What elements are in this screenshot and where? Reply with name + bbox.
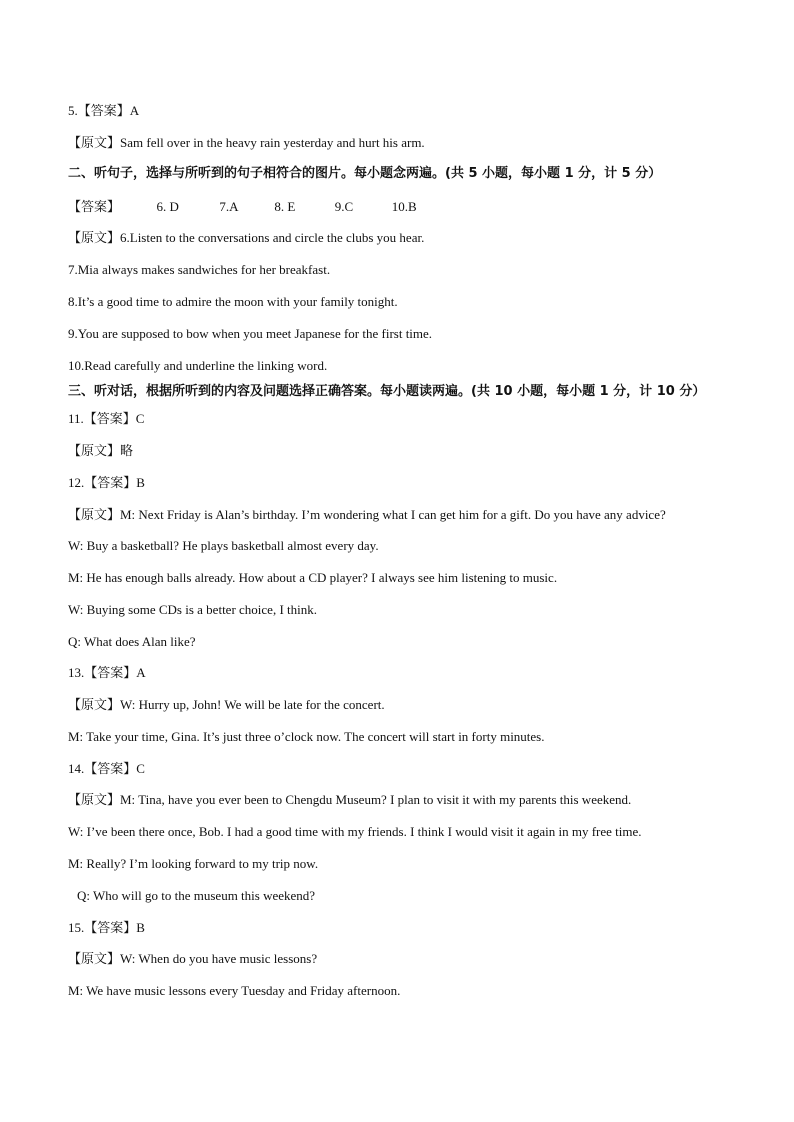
transcript-7: 7.Mia always makes sandwiches for her breakfast. [68, 262, 331, 277]
transcript-12-line-1: 【原文】M: Next Friday is Alan’s birthday. I’m wondering what I can get him for a gift. Do you have any advice? [68, 507, 666, 522]
answers-label: 【答案】 [68, 199, 121, 214]
answers-6-10 [68, 199, 417, 215]
section-2-heading: 二、听句子，选择与所听到的句子相符合的图片。每小题念两遍。(共 5 小题，每小题 1 分，计 5 分） [68, 166, 662, 181]
answer-8: 8. E [274, 199, 296, 214]
answer-10: 10.B [391, 199, 417, 214]
transcript-11: 【原文】略 [68, 443, 134, 458]
transcript-14-line-1: 【原文】M: Tina, have you ever been to Chengdu Museum? I plan to visit it with my parents this weekend. [68, 792, 632, 807]
transcript-12-line-2: W: Buy a basketball? He plays basketball almost every day. [68, 538, 379, 553]
transcript-10: 10.Read carefully and underline the linking word. [68, 358, 328, 373]
transcript-14-line-2: W: I’ve been there once, Bob. I had a good time with my friends. I think I would visit it again in my free time. [68, 824, 642, 839]
answer-14: 14.【答案】C [68, 761, 145, 776]
transcript-8: 8.It’s a good time to admire the moon with your family tonight. [68, 294, 398, 309]
answer-7: 7.A [219, 199, 238, 214]
answer-12: 12.【答案】B [68, 475, 145, 490]
transcript-13-line-1: 【原文】W: Hurry up, John! We will be late for the concert. [68, 697, 385, 712]
answer-13: 13.【答案】A [68, 665, 146, 680]
transcript-14-question: Q: Who will go to the museum this weekend? [77, 888, 316, 903]
answer-11: 11.【答案】C [68, 411, 145, 426]
transcript-12-question: Q: What does Alan like? [68, 634, 196, 649]
transcript-9: 9.You are supposed to bow when you meet Japanese for the first time. [68, 326, 433, 341]
transcript-12-line-4: W: Buying some CDs is a better choice, I think. [68, 602, 317, 617]
answer-15: 15.【答案】B [68, 920, 145, 935]
transcript-6: 【原文】6.Listen to the conversations and circle the clubs you hear. [68, 230, 425, 245]
transcript-15-line-1: 【原文】W: When do you have music lessons? [68, 951, 318, 966]
transcript-15-line-2: M: We have music lessons every Tuesday and Friday afternoon. [68, 983, 401, 998]
answer-6: 6. D [156, 199, 179, 214]
transcript-14-line-3: M: Really? I’m looking forward to my trip now. [68, 856, 319, 871]
section-3-heading: 三、听对话，根据所听到的内容及问题选择正确答案。每小题读两遍。(共 10 小题，每小题 1 分，计 10 分） [68, 384, 706, 399]
transcript-5: 【原文】Sam fell over in the heavy rain yesterday and hurt his arm. [68, 135, 425, 150]
transcript-13-line-2: M: Take your time, Gina. It’s just three o’clock now. The concert will start in forty minutes. [68, 729, 545, 744]
answer-9: 9.C [334, 199, 354, 214]
answer-5: 5.【答案】A [68, 103, 140, 118]
transcript-12-line-3: M: He has enough balls already. How about a CD player? I always see him listening to music. [68, 570, 558, 585]
